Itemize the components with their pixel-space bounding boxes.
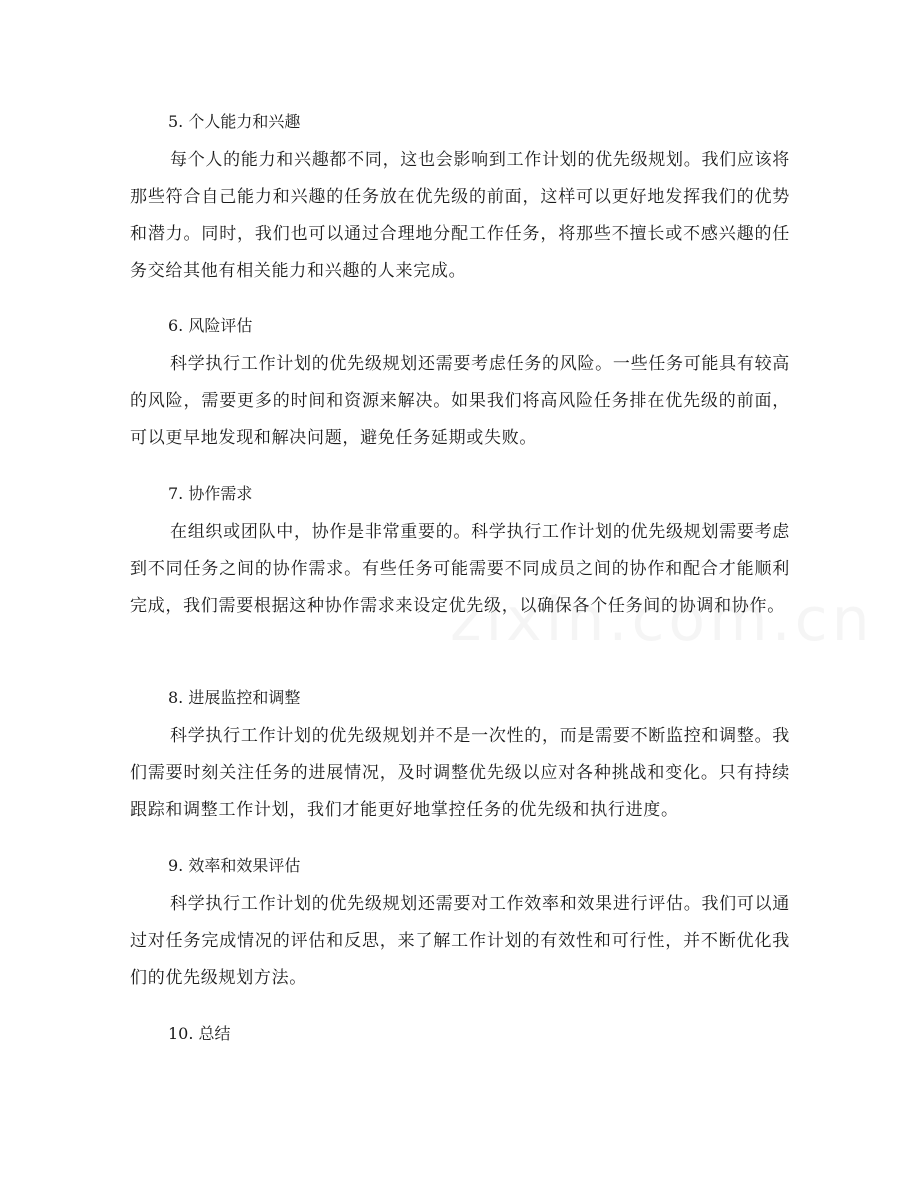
section-heading-6: 6. 风险评估 <box>168 316 253 335</box>
section-heading-10: 10. 总结 <box>168 1024 231 1043</box>
section-heading-5: 5. 个人能力和兴趣 <box>168 112 301 131</box>
section-heading-8: 8. 进展监控和调整 <box>168 688 301 707</box>
section-paragraph-6: 科学执行工作计划的优先级规划还需要考虑任务的风险。一些任务可能具有较高的风险，需要更多的时间和资源来解决。如果我们将高风险任务排在优先级的前面，可以更早地发现和解决问题，避免任务延期或失败。 <box>130 354 790 448</box>
section-heading-7: 7. 协作需求 <box>168 484 253 503</box>
section-paragraph-8: 科学执行工作计划的优先级规划并不是一次性的，而是需要不断监控和调整。我们需要时刻关注任务的进展情况，及时调整优先级以应对各种挑战和变化。只有持续跟踪和调整工作计划，我们才能更好地掌控任务的优先级和执行进度。 <box>130 726 790 820</box>
section-paragraph-9: 科学执行工作计划的优先级规划还需要对工作效率和效果进行评估。我们可以通过对任务完成情况的评估和反思，来了解工作计划的有效性和可行性，并不断优化我们的优先级规划方法。 <box>130 894 790 988</box>
section-paragraph-5: 每个人的能力和兴趣都不同，这也会影响到工作计划的优先级规划。我们应该将那些符合自己能力和兴趣的任务放在优先级的前面，这样可以更好地发挥我们的优势和潜力。同时，我们也可以通过合理地分配工作任务，将那些不擅长或不感兴趣的任务交给其他有相关能力和兴趣的人来完成。 <box>130 150 790 281</box>
section-heading-9: 9. 效率和效果评估 <box>168 856 301 875</box>
section-paragraph-7: 在组织或团队中，协作是非常重要的。科学执行工作计划的优先级规划需要考虑到不同任务之间的协作需求。有些任务可能需要不同成员之间的协作和配合才能顺利完成，我们需要根据这种协作需求来设定优先级，以确保各个任务间的协调和协作。 <box>130 522 790 616</box>
watermark <box>450 585 874 655</box>
